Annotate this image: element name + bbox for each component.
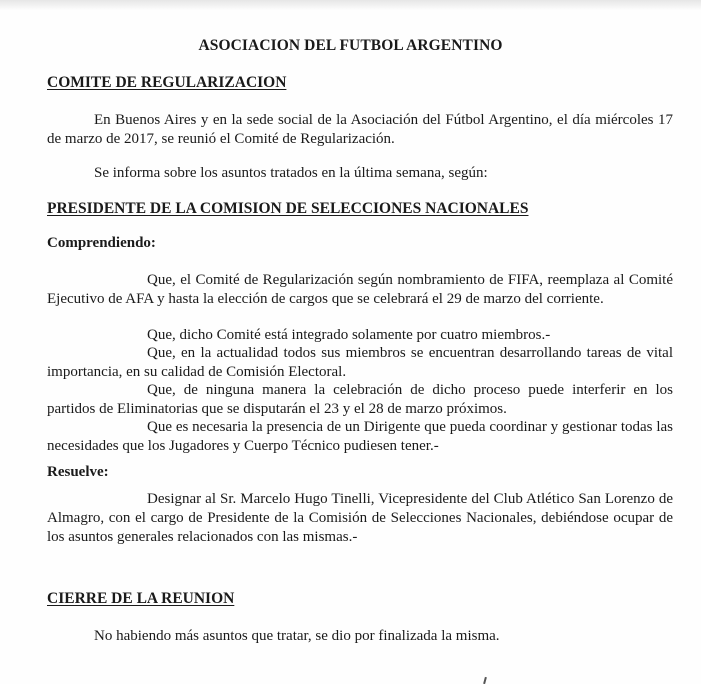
consideration-item: Que, en la actualidad todos sus miembros se encuentran desarrollando tareas de vital importancia, en su calidad de Comisión Electoral. bbox=[47, 345, 673, 380]
consideration-item: Que, dicho Comité está integrado solamente por cuatro miembros.- bbox=[147, 327, 551, 343]
page-top-edge bbox=[0, 0, 701, 10]
consideration-item: Que, el Comité de Regularización según nombramiento de FIFA, reemplaza al Comité Ejecutivo de AFA y hasta la elección de cargos que se celebrará el 29 de marzo del corriente. bbox=[47, 272, 673, 307]
signature-mark bbox=[483, 677, 487, 684]
section-heading-comite: COMITE DE REGULARIZACION bbox=[47, 74, 287, 91]
considering-label: Comprendiendo: bbox=[47, 235, 156, 251]
document-title: ASOCIACION DEL FUTBOL ARGENTINO bbox=[198, 37, 503, 54]
section-heading-cierre: CIERRE DE LA REUNION bbox=[47, 590, 235, 607]
paragraph-meeting-intro: En Buenos Aires y en la sede social de la Asociación del Fútbol Argentino, el día miércoles 17 de marzo de 2017, se reunió el Comité de Regularización. bbox=[47, 112, 673, 147]
consideration-item: Que, de ninguna manera la celebración de dicho proceso puede interferir en los partidos de Eliminatorias que se disputarán el 23 y el 28 de marzo próximos. bbox=[47, 382, 673, 417]
resolution-paragraph: Designar al Sr. Marcelo Hugo Tinelli, Vicepresidente del Club Atlético San Lorenzo de Almagro, con el cargo de Presidente de la Comisión de Selecciones Nacionales, debiéndose ocupar de los asuntos generales relacionados con las mismas.- bbox=[47, 491, 673, 545]
section-heading-presidente: PRESIDENTE DE LA COMISION DE SELECCIONES NACIONALES bbox=[47, 200, 529, 217]
consideration-item: Que es necesaria la presencia de un Dirigente que pueda coordinar y gestionar todas las necesidades que los Jugadores y Cuerpo Técnico pudiesen tener.- bbox=[47, 419, 673, 454]
resolves-label: Resuelve: bbox=[47, 464, 109, 480]
paragraph-topics-intro: Se informa sobre los asuntos tratados en la última semana, según: bbox=[94, 165, 488, 181]
closing-paragraph: No habiendo más asuntos que tratar, se dio por finalizada la misma. bbox=[94, 628, 500, 644]
